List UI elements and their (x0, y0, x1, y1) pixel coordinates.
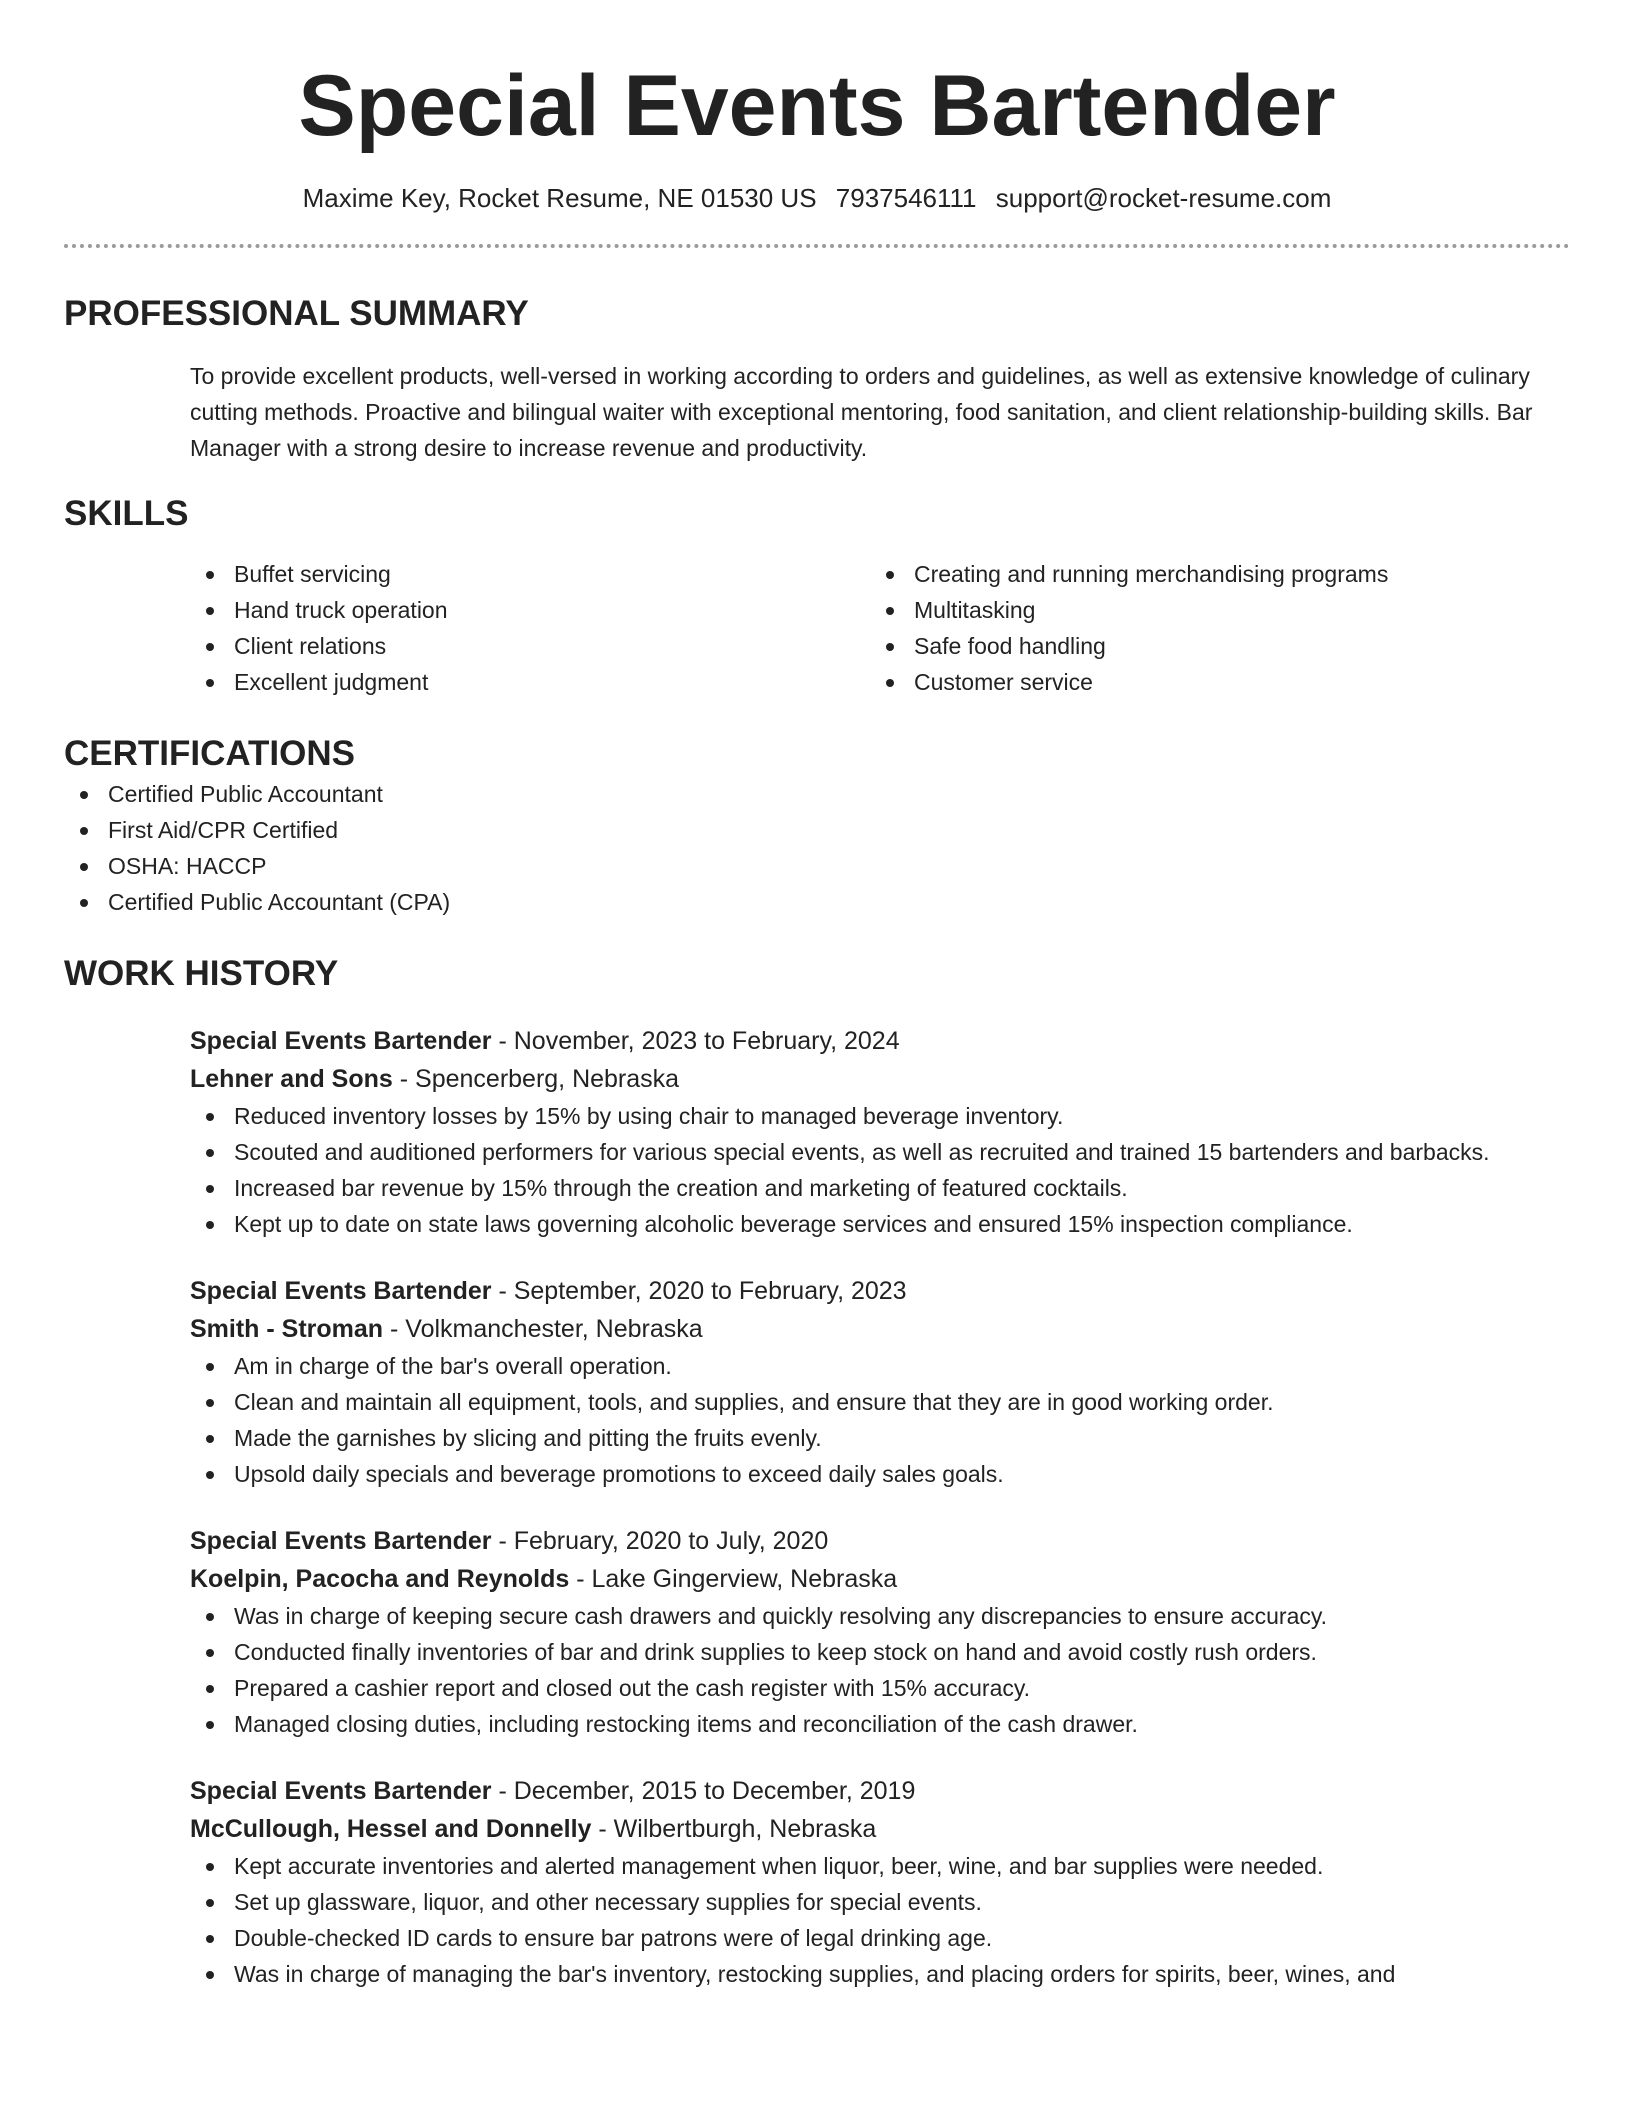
certification-item: Certified Public Accountant (64, 776, 1570, 812)
skill-item: Creating and running merchandising programs (870, 556, 1550, 592)
contact-phone: 7937546111 (835, 183, 977, 213)
job-duty: Reduced inventory losses by 15% by using chair to managed beverage inventory. (190, 1098, 1570, 1134)
job-dates: - February, 2020 to July, 2020 (491, 1527, 829, 1555)
skills-columns (190, 556, 1570, 700)
job-dates: - November, 2023 to February, 2024 (491, 1027, 900, 1055)
certification-item: First Aid/CPR Certified (64, 812, 1570, 848)
job-title: Special Events Bartender (190, 1527, 492, 1555)
skills-heading: SKILLS (64, 494, 189, 533)
job-title-line (190, 1522, 1570, 1560)
job-duties-list (190, 1598, 1570, 1742)
job-title: Special Events Bartender (190, 1027, 492, 1055)
job-title-line (190, 1022, 1570, 1060)
job-duty: Clean and maintain all equipment, tools, and supplies, and ensure that they are in good working order. (190, 1384, 1570, 1420)
job-company: Smith - Stroman (190, 1315, 384, 1343)
skill-item: Hand truck operation (190, 592, 870, 628)
job-title-line (190, 1272, 1570, 1310)
job-entry (190, 1522, 1570, 1742)
job-duty: Am in charge of the bar's overall operation. (190, 1348, 1570, 1384)
resume-title: Special Events Bartender (298, 58, 1336, 154)
summary-heading: PROFESSIONAL SUMMARY (64, 294, 529, 333)
job-duty: Prepared a cashier report and closed out the cash register with 15% accuracy. (190, 1670, 1570, 1706)
section-summary (64, 292, 1570, 466)
job-title: Special Events Bartender (190, 1277, 492, 1305)
job-dates: - September, 2020 to February, 2023 (491, 1277, 907, 1305)
section-work-history (64, 952, 1570, 1992)
job-duty: Increased bar revenue by 15% through the creation and marketing of featured cocktails. (190, 1170, 1570, 1206)
job-duty: Scouted and auditioned performers for various special events, as well as recruited and trained 15 bartenders and barbacks. (190, 1134, 1570, 1170)
section-certifications (64, 732, 1570, 920)
job-location: - Lake Gingerview, Nebraska (569, 1565, 898, 1593)
job-company-line (190, 1310, 1570, 1348)
job-duty: Was in charge of keeping secure cash drawers and quickly resolving any discrepancies to ensure accuracy. (190, 1598, 1570, 1634)
job-duties-list (190, 1098, 1570, 1242)
job-duties-list (190, 1848, 1570, 1992)
summary-text: To provide excellent products, well-versed in working according to orders and guidelines, as well as extensive knowledge of culinary cutting methods. Proactive and bilingual waiter with exceptional mentoring, food sanitation, and client relationship-building skills. Bar Manager with a strong desire to increase revenue and productivity. (190, 363, 1533, 461)
job-duty: Upsold daily specials and beverage promotions to exceed daily sales goals. (190, 1456, 1570, 1492)
skill-item: Multitasking (870, 592, 1550, 628)
certifications-list (64, 776, 1570, 920)
job-dates: - December, 2015 to December, 2019 (491, 1777, 916, 1805)
skill-item: Safe food handling (870, 628, 1550, 664)
job-duty: Was in charge of managing the bar's inventory, restocking supplies, and placing orders for spirits, beer, wines, and (190, 1956, 1570, 1992)
job-location: - Spencerberg, Nebraska (392, 1065, 680, 1093)
job-company-line (190, 1810, 1570, 1848)
job-company: Koelpin, Pacocha and Reynolds (190, 1565, 570, 1593)
job-company: Lehner and Sons (190, 1065, 393, 1093)
header-divider (64, 244, 1570, 248)
contact-address: Maxime Key, Rocket Resume, NE 01530 US (302, 183, 817, 213)
certification-item: OSHA: HACCP (64, 848, 1570, 884)
job-title-line (190, 1772, 1570, 1810)
job-company-line (190, 1560, 1570, 1598)
skill-item: Customer service (870, 664, 1550, 700)
job-duty: Managed closing duties, including restocking items and reconciliation of the cash drawer. (190, 1706, 1570, 1742)
job-location: - Volkmanchester, Nebraska (383, 1315, 703, 1343)
job-entry (190, 1022, 1570, 1242)
job-location: - Wilbertburgh, Nebraska (591, 1815, 877, 1843)
skill-item: Excellent judgment (190, 664, 870, 700)
job-company: McCullough, Hessel and Donnelly (190, 1815, 592, 1843)
skills-list-right (870, 556, 1550, 700)
certification-item: Certified Public Accountant (CPA) (64, 884, 1570, 920)
contact-line (64, 182, 1570, 214)
job-duty: Conducted finally inventories of bar and drink supplies to keep stock on hand and avoid costly rush orders. (190, 1634, 1570, 1670)
skill-item: Client relations (190, 628, 870, 664)
job-duty: Set up glassware, liquor, and other necessary supplies for special events. (190, 1884, 1570, 1920)
job-company-line (190, 1060, 1570, 1098)
job-duty: Made the garnishes by slicing and pitting the fruits evenly. (190, 1420, 1570, 1456)
job-duty: Double-checked ID cards to ensure bar patrons were of legal drinking age. (190, 1920, 1570, 1956)
job-entry (190, 1272, 1570, 1492)
skill-item: Buffet servicing (190, 556, 870, 592)
resume-page (64, 0, 1570, 1992)
job-duty: Kept accurate inventories and alerted management when liquor, beer, wine, and bar supplies were needed. (190, 1848, 1570, 1884)
job-duty: Kept up to date on state laws governing alcoholic beverage services and ensured 15% inspection compliance. (190, 1206, 1570, 1242)
contact-email: support@rocket-resume.com (995, 183, 1332, 213)
section-skills (64, 492, 1570, 700)
certifications-heading: CERTIFICATIONS (64, 734, 356, 773)
job-title: Special Events Bartender (190, 1777, 492, 1805)
job-entry (190, 1772, 1570, 1992)
skills-list-left (190, 556, 870, 700)
job-duties-list (190, 1348, 1570, 1492)
work-history-heading: WORK HISTORY (64, 954, 339, 993)
